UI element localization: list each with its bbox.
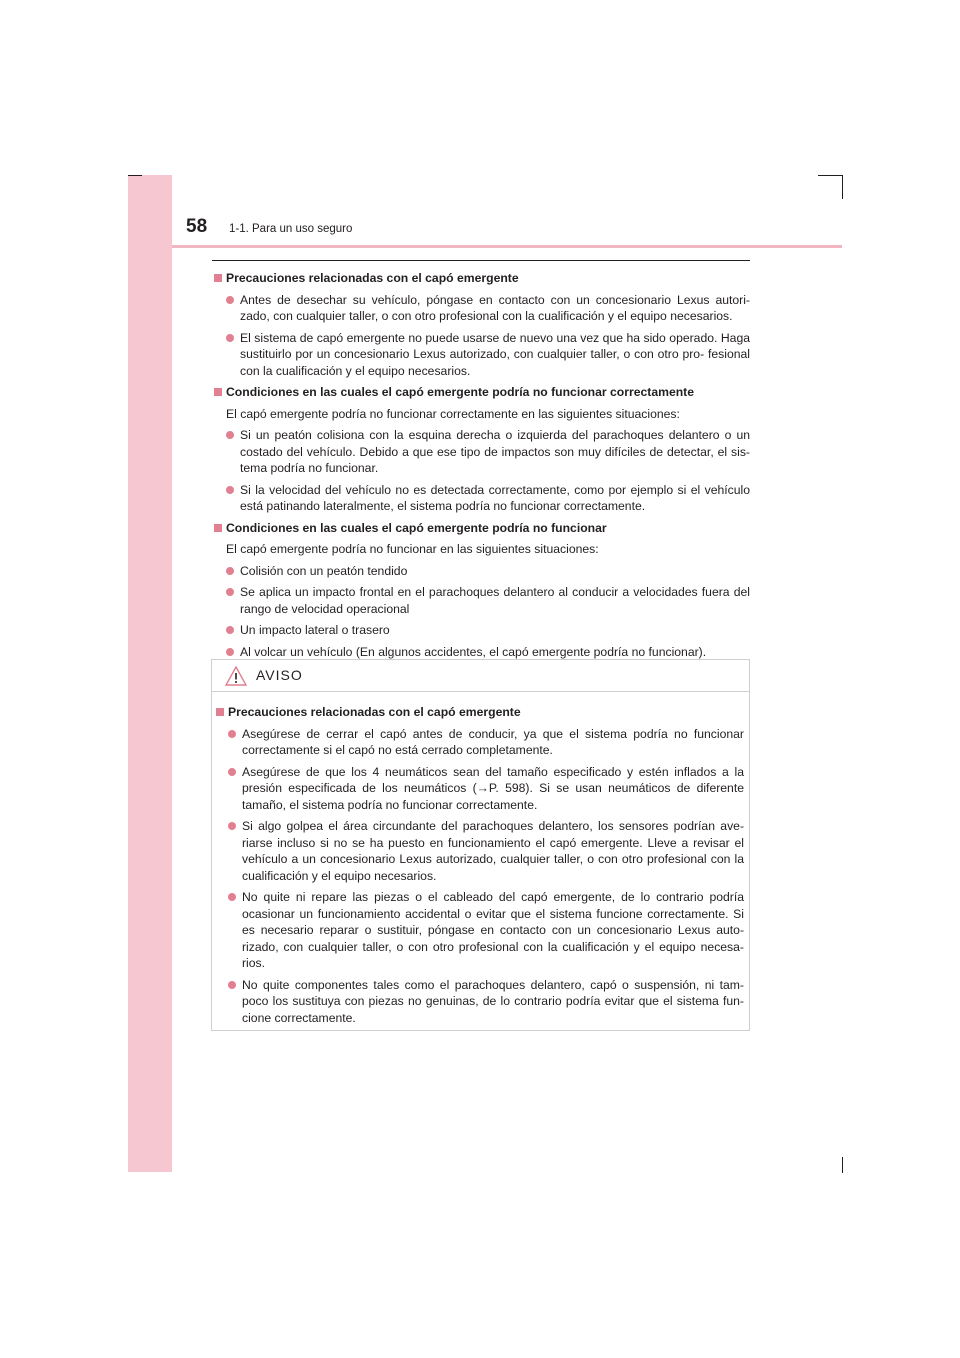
section-heading: Condiciones en las cuales el capó emergente podría no funcionar correctamente <box>214 384 750 401</box>
content-top-rule <box>212 260 750 261</box>
warning-bullet: No quite ni repare las piezas o el cableado del capó emergente, de lo contrario podría ocasionar un funcionamiento accidental o evitar que el sistema funcione correctamente. Si es necesario reparar o sustituir, póngase en contacto con un concesionario Lexus auto- rizado, con cualquier taller, o con otro profesional con la cualificación y el equipo necesa- rios. <box>216 889 744 972</box>
side-color-band <box>128 175 172 1172</box>
section-popup-hood-precautions <box>214 270 750 379</box>
warning-bullet: Asegúrese de que los 4 neumáticos sean del tamaño especificado y estén inflados a la presión especificada de los neumáticos (→P. 598). Si se usan neumáticos de diferente tamaño, el sistema podría no funcionar correctamente. <box>216 764 744 814</box>
bullet-item: Un impacto lateral o trasero <box>214 622 750 639</box>
warning-bullet: Asegúrese de cerrar el capó antes de conducir, ya que el sistema podría no funcionar correctamente si el capó no está cerrado completamente. <box>216 726 744 759</box>
warning-bullet: No quite componentes tales como el parachoques delantero, capó o suspensión, ni tam- poco los sustituya con piezas no genuinas, de lo contrario podría evitar que el sistema fun- cione correctamente. <box>216 977 744 1027</box>
warning-label: AVISO <box>256 667 303 683</box>
bullet-item: Colisión con un peatón tendido <box>214 563 750 580</box>
crop-mark-top-left <box>128 175 142 176</box>
bullet-item: Si la velocidad del vehículo no es detectada correctamente, como por ejemplo si el vehículo está patinando lateralmente, el sistema podría no funcionar correctamente. <box>214 482 750 515</box>
warning-bullet: Si algo golpea el área circundante del parachoques delantero, los sensores podrían ave- riarse incluso si no se ha puesto en funcionamiento el capó emergente. Lleve a revisar el vehículo a un concesionario Lexus autorizado, cualquier taller, o con otro profesional con la cualificación y el equipo necesarios. <box>216 818 744 884</box>
section-title: 1-1. Para un uso seguro <box>229 223 353 235</box>
warning-header <box>212 660 749 692</box>
page-number: 58 <box>186 216 208 237</box>
crop-mark-top-right-v <box>842 175 843 199</box>
section-heading: Condiciones en las cuales el capó emergente podría no funcionar <box>214 520 750 537</box>
bullet-item: Antes de desechar su vehículo, póngase en contacto con un concesionario Lexus autori- zado, con cualquier taller, o con otro profesional con la cualificación y el equipo necesarios. <box>214 292 750 325</box>
crop-mark-top-right-h <box>818 175 842 176</box>
section-intro: El capó emergente podría no funcionar en las siguientes situaciones: <box>226 542 599 556</box>
warning-body <box>216 704 744 1031</box>
section-heading: Precauciones relacionadas con el capó emergente <box>214 270 750 287</box>
bullet-item: Si un peatón colisiona con la esquina derecha o izquierda del parachoques delantero o un costado del vehículo. Debido a que ese tipo de impactos son muy difíciles de detectar, el sis- tema podría no funcionar. <box>214 427 750 477</box>
header-rule <box>172 245 842 248</box>
crop-mark-bottom-right <box>842 1157 843 1173</box>
section-may-not-work <box>214 520 750 661</box>
warning-triangle-icon <box>225 666 247 686</box>
main-content <box>214 270 750 665</box>
section-intro: El capó emergente podría no funcionar correctamente en las siguientes situaciones: <box>226 406 680 421</box>
section-may-not-work-correctly <box>214 384 750 515</box>
bullet-item: Se aplica un impacto frontal en el parachoques delantero al conducir a velocidades fuera del rango de velocidad operacional <box>214 584 750 617</box>
warning-heading: Precauciones relacionadas con el capó emergente <box>216 704 744 721</box>
bullet-item: Al volcar un vehículo (En algunos accidentes, el capó emergente podría no funcionar). <box>214 644 750 661</box>
warning-box <box>211 659 750 1031</box>
bullet-item: El sistema de capó emergente no puede usarse de nuevo una vez que ha sido operado. Haga sustituirlo por un concesionario Lexus autorizado, con cualquier taller, o con otro pro- fesional con la cualificación y el equipo necesarios. <box>214 330 750 380</box>
